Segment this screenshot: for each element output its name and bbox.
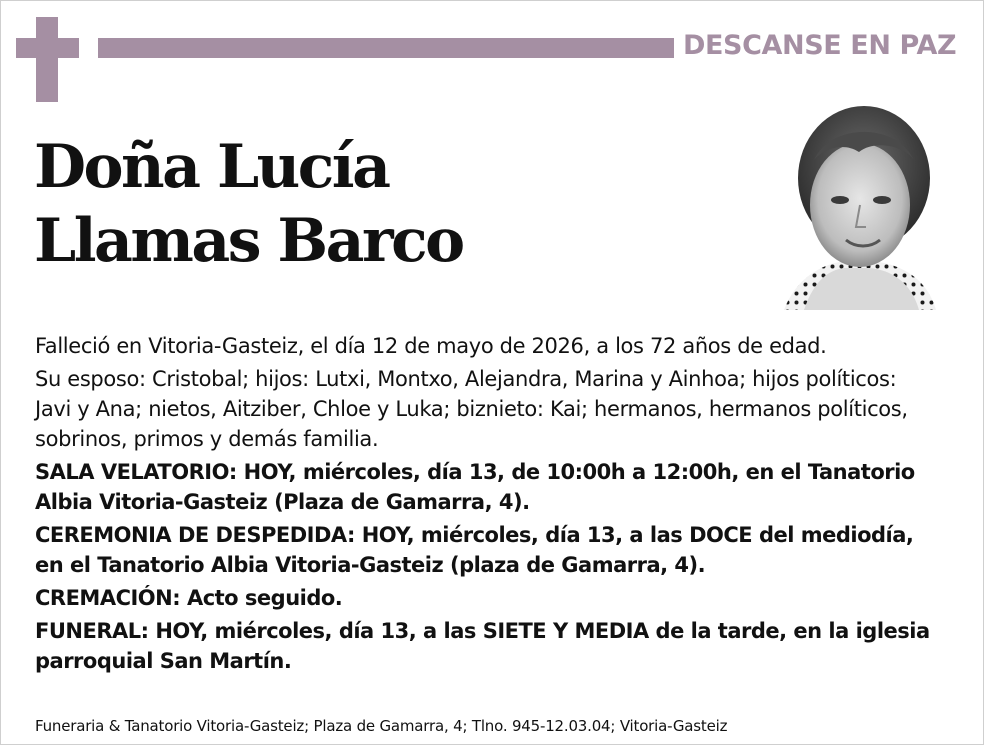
death-notice: Falleció en Vitoria-Gasteiz, el día 12 de mayo de 2026, a los 72 años de edad. (35, 334, 827, 358)
funeral-info: FUNERAL: HOY, miércoles, día 13, a las SIETE Y MEDIA de la tarde, en la iglesia parroquial San Martín. (35, 619, 930, 673)
header-rule (98, 38, 674, 58)
cremation-info: CREMACIÓN: Acto seguido. (35, 586, 343, 610)
wake-info: SALA VELATORIO: HOY, miércoles, día 13, de 10:00h a 12:00h, en el Tanatorio Albia Vitoria-Gasteiz (Plaza de Gamarra, 4). (35, 460, 915, 514)
deceased-name (34, 130, 463, 278)
funeral-home-footer: Funeraria & Tanatorio Vitoria-Gasteiz; Plaza de Gamarra, 4; Tlno. 945-12.03.04; Vitoria-Gasteiz (35, 717, 728, 735)
ceremony-info: CEREMONIA DE DESPEDIDA: HOY, miércoles, día 13, a las DOCE del mediodía, en el Tanatorio Albia Vitoria-Gasteiz (plaza de Gamarra, 4). (35, 523, 914, 577)
deceased-name-line1: Doña Lucía (34, 132, 389, 202)
portrait-photo (774, 100, 940, 310)
deceased-name-line2: Llamas Barco (34, 206, 463, 276)
cross-horizontal-bar (16, 38, 79, 58)
obituary-body (35, 331, 935, 679)
header-title: DESCANSE EN PAZ (683, 30, 957, 61)
family-list: Su esposo: Cristobal; hijos: Lutxi, Montxo, Alejandra, Marina y Ainhoa; hijos políticos: Javi y Ana; nietos, Aitziber, Chloe y Luka; biznieto: Kai; hermanos, hermanos políticos, sobrinos, primos y demás familia. (35, 367, 908, 451)
cross-vertical-bar (36, 17, 58, 102)
